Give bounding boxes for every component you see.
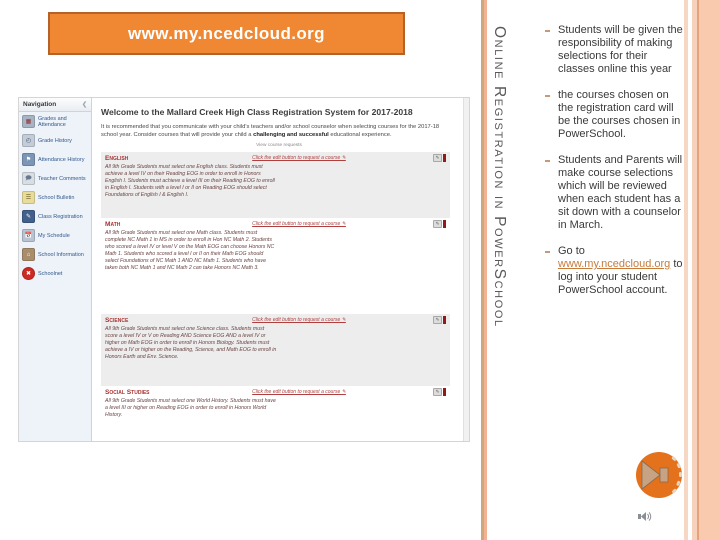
section-social-studies-title: Social Studies [105, 388, 150, 396]
status-bar-social-studies [443, 388, 446, 396]
bullet-item: the courses chosen on the registration card will be the courses chosen in PowerSchool. [543, 89, 685, 141]
section-science-description: All 9th Grade Students must select one Science class. Students must score a level IV or V on Reading AND Science EOG AND a level IV or higher on Math EOG in order to enroll in Honors Biology. Students must achieve a IV or higher on the Reading, Science, and Math EOG to enroll in Honors Earth and Env. Science. [105, 326, 277, 361]
section-social-studies-description: All 9th Grade Students must select one World History. Students must have a level III or higher on Reading EOG in order to enroll in Honors World History. [105, 398, 276, 419]
sidebar-collapse-icon[interactable]: ❮ [81, 102, 87, 108]
grade-history-icon: ◴ [22, 134, 35, 147]
sidebar-item-teacher-comments[interactable]: 🗩 Teacher Comments [19, 169, 91, 188]
registration-main [92, 98, 469, 441]
sidebar-item-schoolnet[interactable]: ✖ Schoolnet [19, 264, 91, 283]
class-registration-icon: ✎ [22, 210, 35, 223]
view-course-requests-link[interactable]: View course requests [256, 143, 302, 149]
powerschool-screenshot [18, 97, 470, 442]
sidebar-item-attendance-history[interactable]: ⚑ Attendance History [19, 150, 91, 169]
edit-instruction: Click the edit button to request a course ✎ [252, 389, 346, 396]
slide-title-vertical: Online Registration in PowerSchool [491, 26, 508, 328]
schoolnet-icon: ✖ [22, 267, 35, 280]
section-social-studies [101, 386, 450, 432]
edit-instruction: Click the edit button to request a course ✎ [252, 317, 346, 324]
section-math-title: Math [105, 220, 121, 228]
edit-button-science[interactable]: ✎ [433, 316, 442, 324]
school-information-icon: ⌂ [22, 248, 35, 261]
sidebar-item-class-registration[interactable]: ✎ Class Registration [19, 207, 91, 226]
speaker-icon[interactable] [636, 507, 654, 525]
section-english [101, 152, 450, 218]
intro-paragraph: It is recommended that you communicate with your child's teachers and/or school counselor when selecting courses for the 2017-18 school year. Consider courses that will provide your child a challenging and successful educational experience. [101, 124, 440, 138]
section-english-description: All 9th Grade Students must select one English class. Students must achieve a level IV on their Reading EOG in order to enroll in Honors English I. Students must achieve a level III on their Reading EOG to enroll in English I. Students with a level I or II on Reading EOG should select Foundations of English I & English I. [105, 164, 275, 199]
sidebar-item-grades-attendance[interactable]: ▦ Grades and Attendance [19, 112, 91, 131]
status-bar-science [443, 316, 446, 324]
section-science-title: Science [105, 316, 129, 324]
section-english-title: English [105, 154, 129, 162]
edit-button-math[interactable]: ✎ [433, 220, 442, 228]
url-banner [48, 12, 405, 55]
edit-button-social-studies[interactable]: ✎ [433, 388, 442, 396]
status-bar-math [443, 220, 446, 228]
audio-clip-icon[interactable] [634, 451, 688, 501]
navigation-sidebar [19, 98, 92, 441]
bullet-item-with-link: Go to www.my.ncedcloud.org to log into your student PowerSchool account. [543, 245, 685, 297]
status-bar-english [443, 154, 446, 162]
bullet-item: Students will be given the responsibility of making selections for their classes online this year [543, 24, 685, 76]
scrollbar[interactable] [463, 98, 469, 441]
url-banner-text: www.my.ncedcloud.org [128, 23, 325, 43]
sidebar-item-school-bulletin[interactable]: ☰ School Bulletin [19, 188, 91, 207]
teacher-comments-icon: 🗩 [22, 172, 35, 185]
grades-attendance-icon: ▦ [22, 115, 35, 128]
sidebar-title-label: Navigation [23, 101, 57, 108]
section-math [101, 218, 450, 314]
edit-instruction: Click the edit button to request a course ✎ [252, 155, 346, 162]
sidebar-item-school-information[interactable]: ⌂ School Information [19, 245, 91, 264]
ncedcloud-link[interactable]: www.my.ncedcloud.org [558, 258, 671, 270]
section-math-description: All 9th Grade Students must select one Math class. Students must complete NC Math 1 in MS in order to enroll in Hon NC Math 2. Students who scored a level IV or level V on the Math EOG can choose Honors NC Math 1. Students who scored a level I or II on their Math EOG should select Foundations of NC Math 1 AND NC Math 1. Students who have taken both NC Math 1 and NC Math 2 can take Honors NC Math 3. [105, 230, 275, 272]
edge-stripe [699, 0, 720, 540]
title-divider-stripe [481, 0, 487, 540]
bullet-item: Students and Parents will make course selections which will be reviewed when each student has a sit down with a counselor in March. [543, 154, 685, 232]
edit-button-english[interactable]: ✎ [433, 154, 442, 162]
edit-instruction: Click the edit button to request a course ✎ [252, 221, 346, 228]
bullet-list [543, 24, 685, 310]
intro-bold-phrase: challenging and successful [253, 131, 329, 138]
sidebar-header [19, 98, 91, 112]
sidebar-item-my-schedule[interactable]: 📅 My Schedule [19, 226, 91, 245]
school-bulletin-icon: ☰ [22, 191, 35, 204]
sidebar-item-grade-history[interactable]: ◴ Grade History [19, 131, 91, 150]
section-science [101, 314, 450, 386]
page-title: Welcome to the Mallard Creek High Class Registration System for 2017-2018 [101, 107, 413, 117]
attendance-history-icon: ⚑ [22, 153, 35, 166]
my-schedule-icon: 📅 [22, 229, 35, 242]
